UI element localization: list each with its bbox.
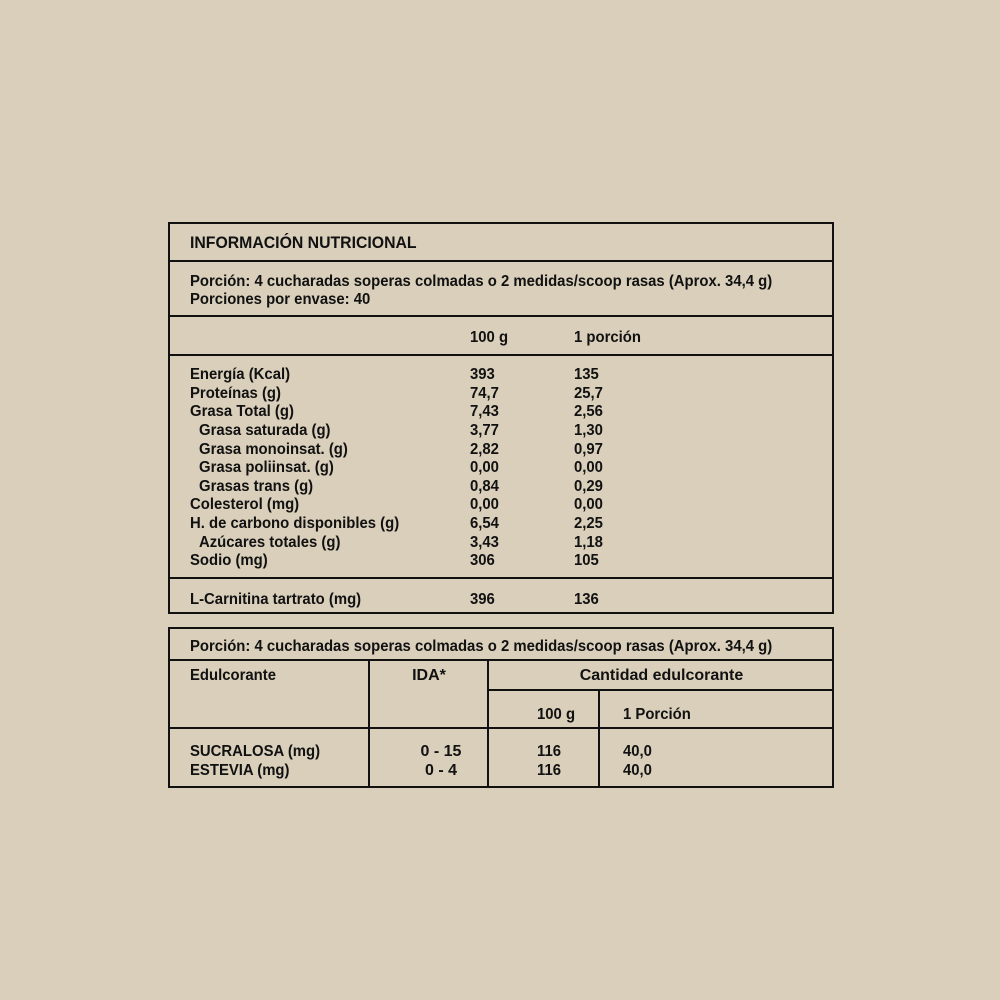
nutrition-title: INFORMACIÓN NUTRICIONAL [190,233,417,252]
nutrient-label: Grasa poliinsat. (g) [199,459,334,477]
portion-line: Porción: 4 cucharadas soperas colmadas o 2 medidas/scoop rasas (Aprox. 34,4 g) [190,638,773,655]
nutrient-label: L-Carnitina tartrato (mg) [190,591,362,608]
sweetener-table [168,627,834,788]
nutrient-row [170,366,832,385]
nutrition-facts-table [168,222,834,614]
divider [170,659,832,661]
nutrient-label: Azúcares totales (g) [199,533,341,551]
value-portion: 0,00 [574,459,603,477]
nutrient-row [170,478,832,497]
column-header-portion: 1 Porción [623,706,691,723]
value-portion: 0,97 [574,440,603,458]
value-portion: 136 [574,591,599,608]
divider [170,727,832,729]
nutrient-row [170,385,832,404]
divider [488,689,832,691]
value-portion: 2,56 [574,403,603,421]
nutrient-rows [170,366,832,571]
value-100g: 2,82 [470,440,499,458]
value-portion: 1,30 [574,421,603,439]
value-portion: 105 [574,552,599,570]
divider [170,315,832,317]
value-portion: 1,18 [574,533,603,551]
value-100g: 116 [537,762,562,779]
nutrient-label: Colesterol (mg) [190,496,300,514]
nutrient-row [170,459,832,478]
value-100g: 0,00 [470,496,499,514]
divider [598,690,600,786]
value-portion: 25,7 [574,384,603,402]
sweetener-name: SUCRALOSA (mg) [190,743,321,760]
nutrient-row [170,496,832,515]
sweetener-name: ESTEVIA (mg) [190,762,290,779]
value-100g: 3,77 [470,421,499,439]
column-header-amount: Cantidad edulcorante [579,667,744,684]
value-100g: 0,84 [470,477,499,495]
value-portion: 0,29 [574,477,603,495]
ida-value: 0 - 15 [420,743,462,760]
divider [170,577,832,579]
column-header-ida: IDA* [412,667,446,684]
ida-value: 0 - 4 [424,762,457,779]
nutrient-row [170,422,832,441]
value-portion: 135 [574,366,599,383]
value-100g: 396 [470,591,495,608]
value-portion: 0,00 [574,496,603,514]
servings-line: Porciones por envase: 40 [190,291,371,308]
nutrient-row [170,552,832,571]
column-header-100g: 100 g [537,706,576,723]
nutrient-label: Energía (Kcal) [190,366,291,383]
value-100g: 74,7 [470,384,499,402]
value-100g: 0,00 [470,459,499,477]
column-header-sweetener: Edulcorante [190,667,276,684]
nutrient-label: Proteínas (g) [190,384,281,402]
nutrient-row [170,534,832,553]
value-100g: 393 [470,366,495,383]
column-header-100g: 100 g [470,329,509,346]
divider [170,354,832,356]
nutrient-row [170,515,832,534]
value-100g: 3,43 [470,533,499,551]
value-100g: 306 [470,552,495,570]
nutrient-label: Grasa saturada (g) [199,421,331,439]
nutrient-label: Sodio (mg) [190,552,268,570]
divider [170,260,832,262]
value-portion: 40,0 [623,743,652,760]
value-portion: 2,25 [574,515,603,533]
nutrient-row [170,441,832,460]
nutrient-label: Grasa monoinsat. (g) [199,440,348,458]
column-header-portion: 1 porción [574,329,641,346]
nutrient-row [170,403,832,422]
nutrient-label: H. de carbono disponibles (g) [190,515,400,533]
nutrient-label: Grasa Total (g) [190,403,294,421]
nutrient-label: Grasas trans (g) [199,477,314,495]
portion-line: Porción: 4 cucharadas soperas colmadas o 2 medidas/scoop rasas (Aprox. 34,4 g) [190,273,773,290]
value-portion: 40,0 [623,762,652,779]
value-100g: 7,43 [470,403,499,421]
value-100g: 116 [537,743,562,760]
value-100g: 6,54 [470,515,499,533]
